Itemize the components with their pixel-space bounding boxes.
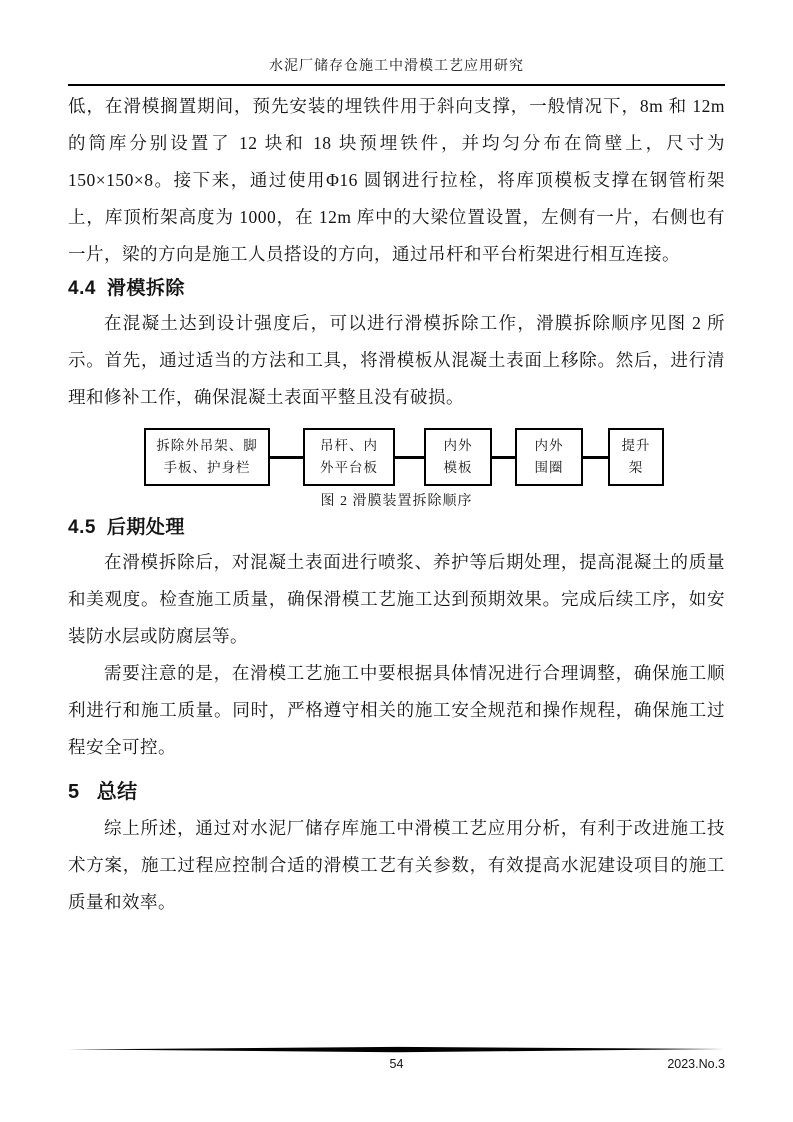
section-heading-4-5 <box>68 512 725 544</box>
flow-box-line: 内外 <box>534 438 564 453</box>
flow-box-line: 吊杆、内 <box>320 438 378 453</box>
paragraph-4-5-b: 需要注意的是，在滑模工艺施工中要根据具体情况进行合理调整，确保施工顺利进行和施工质量。同时，严格遵守相关的施工安全规范和操作规程，确保施工过程安全可控。 <box>68 663 725 757</box>
flow-diagram <box>144 428 725 486</box>
section-title: 总结 <box>96 781 138 803</box>
paragraph-4-4: 在混凝土达到设计强度后，可以进行滑模拆除工作，滑膜拆除顺序见图 2 所示。首先，通过适当的方法和工具，将滑模板从混凝土表面上移除。然后，进行清理和修补工作，确保混凝土表面平整且没有破损。 <box>68 313 725 407</box>
flow-box-line: 手板、护身栏 <box>163 460 251 475</box>
flow-box-waling-rings <box>515 428 583 486</box>
issue-label: 2023.No.3 <box>667 1057 725 1071</box>
flow-box-line: 内外 <box>443 438 473 453</box>
article-content <box>68 88 725 921</box>
page-footer <box>68 1046 725 1074</box>
running-title: 水泥厂储存仓施工中滑模工艺应用研究 <box>269 59 524 74</box>
flow-box-line: 模板 <box>443 460 473 475</box>
paragraph-5: 综上所述，通过对水泥厂储存库施工中滑模工艺应用分析，有利于改进施工技术方案，施工过程应控制合适的滑模工艺有关参数，有效提高水泥建设项目的施工质量和效率。 <box>68 818 725 912</box>
flow-connector <box>583 456 608 459</box>
paragraph-continued: 低，在滑模搁置期间，预先安装的埋铁件用于斜向支撑，一般情况下，8m 和 12m 的筒库分别设置了 12 块和 18 块预埋铁件，并均匀分布在筒壁上，尺寸为 150×150×8。接下来，通过使用Φ16 圆钢进行拉栓，将库顶模板支撑在钢管桁架上，库顶桁架高度为 1000，在 12m 库中的大梁位置设置，左侧有一片，右侧也有一片，梁的方向是施工人员搭设的方向，通过吊杆和平台桁架进行相互连接。 <box>68 96 725 264</box>
section-number: 4.5 <box>68 517 96 538</box>
flow-box-line: 拆除外吊架、脚 <box>156 438 258 453</box>
section-number: 5 <box>68 781 80 803</box>
footer-text-row <box>68 1054 725 1074</box>
section-heading-4-4 <box>68 273 725 305</box>
section-heading-5 <box>68 774 725 810</box>
figure-caption: 图 2 滑膜装置拆除顺序 <box>320 494 473 509</box>
footer-rule <box>68 1046 725 1054</box>
flow-box-dismantle-hangers <box>144 428 270 486</box>
flow-box-line: 架 <box>628 460 644 475</box>
paragraph-4-5-a: 在滑模拆除后，对混凝土表面进行喷浆、养护等后期处理，提高混凝土的质量和美观度。检查施工质量，确保滑模工艺施工达到预期效果。完成后续工序，如安装防水层或防腐层等。 <box>68 552 725 646</box>
flow-box-line: 外平台板 <box>320 460 378 475</box>
flow-box-platform-boards <box>303 428 395 486</box>
section-number: 4.4 <box>68 278 96 299</box>
section-title: 后期处理 <box>106 517 185 538</box>
page-number: 54 <box>389 1057 404 1071</box>
flow-box-line: 提升 <box>621 438 651 453</box>
section-title: 滑模拆除 <box>106 278 185 299</box>
flow-box-formwork <box>424 428 492 486</box>
header-rule <box>68 84 725 86</box>
flow-connector <box>395 456 424 459</box>
flow-connector <box>270 456 303 459</box>
flow-connector <box>492 456 515 459</box>
flow-box-lifting-frame <box>608 428 664 486</box>
flow-box-line: 围圈 <box>534 460 564 475</box>
figure-2 <box>68 428 725 512</box>
